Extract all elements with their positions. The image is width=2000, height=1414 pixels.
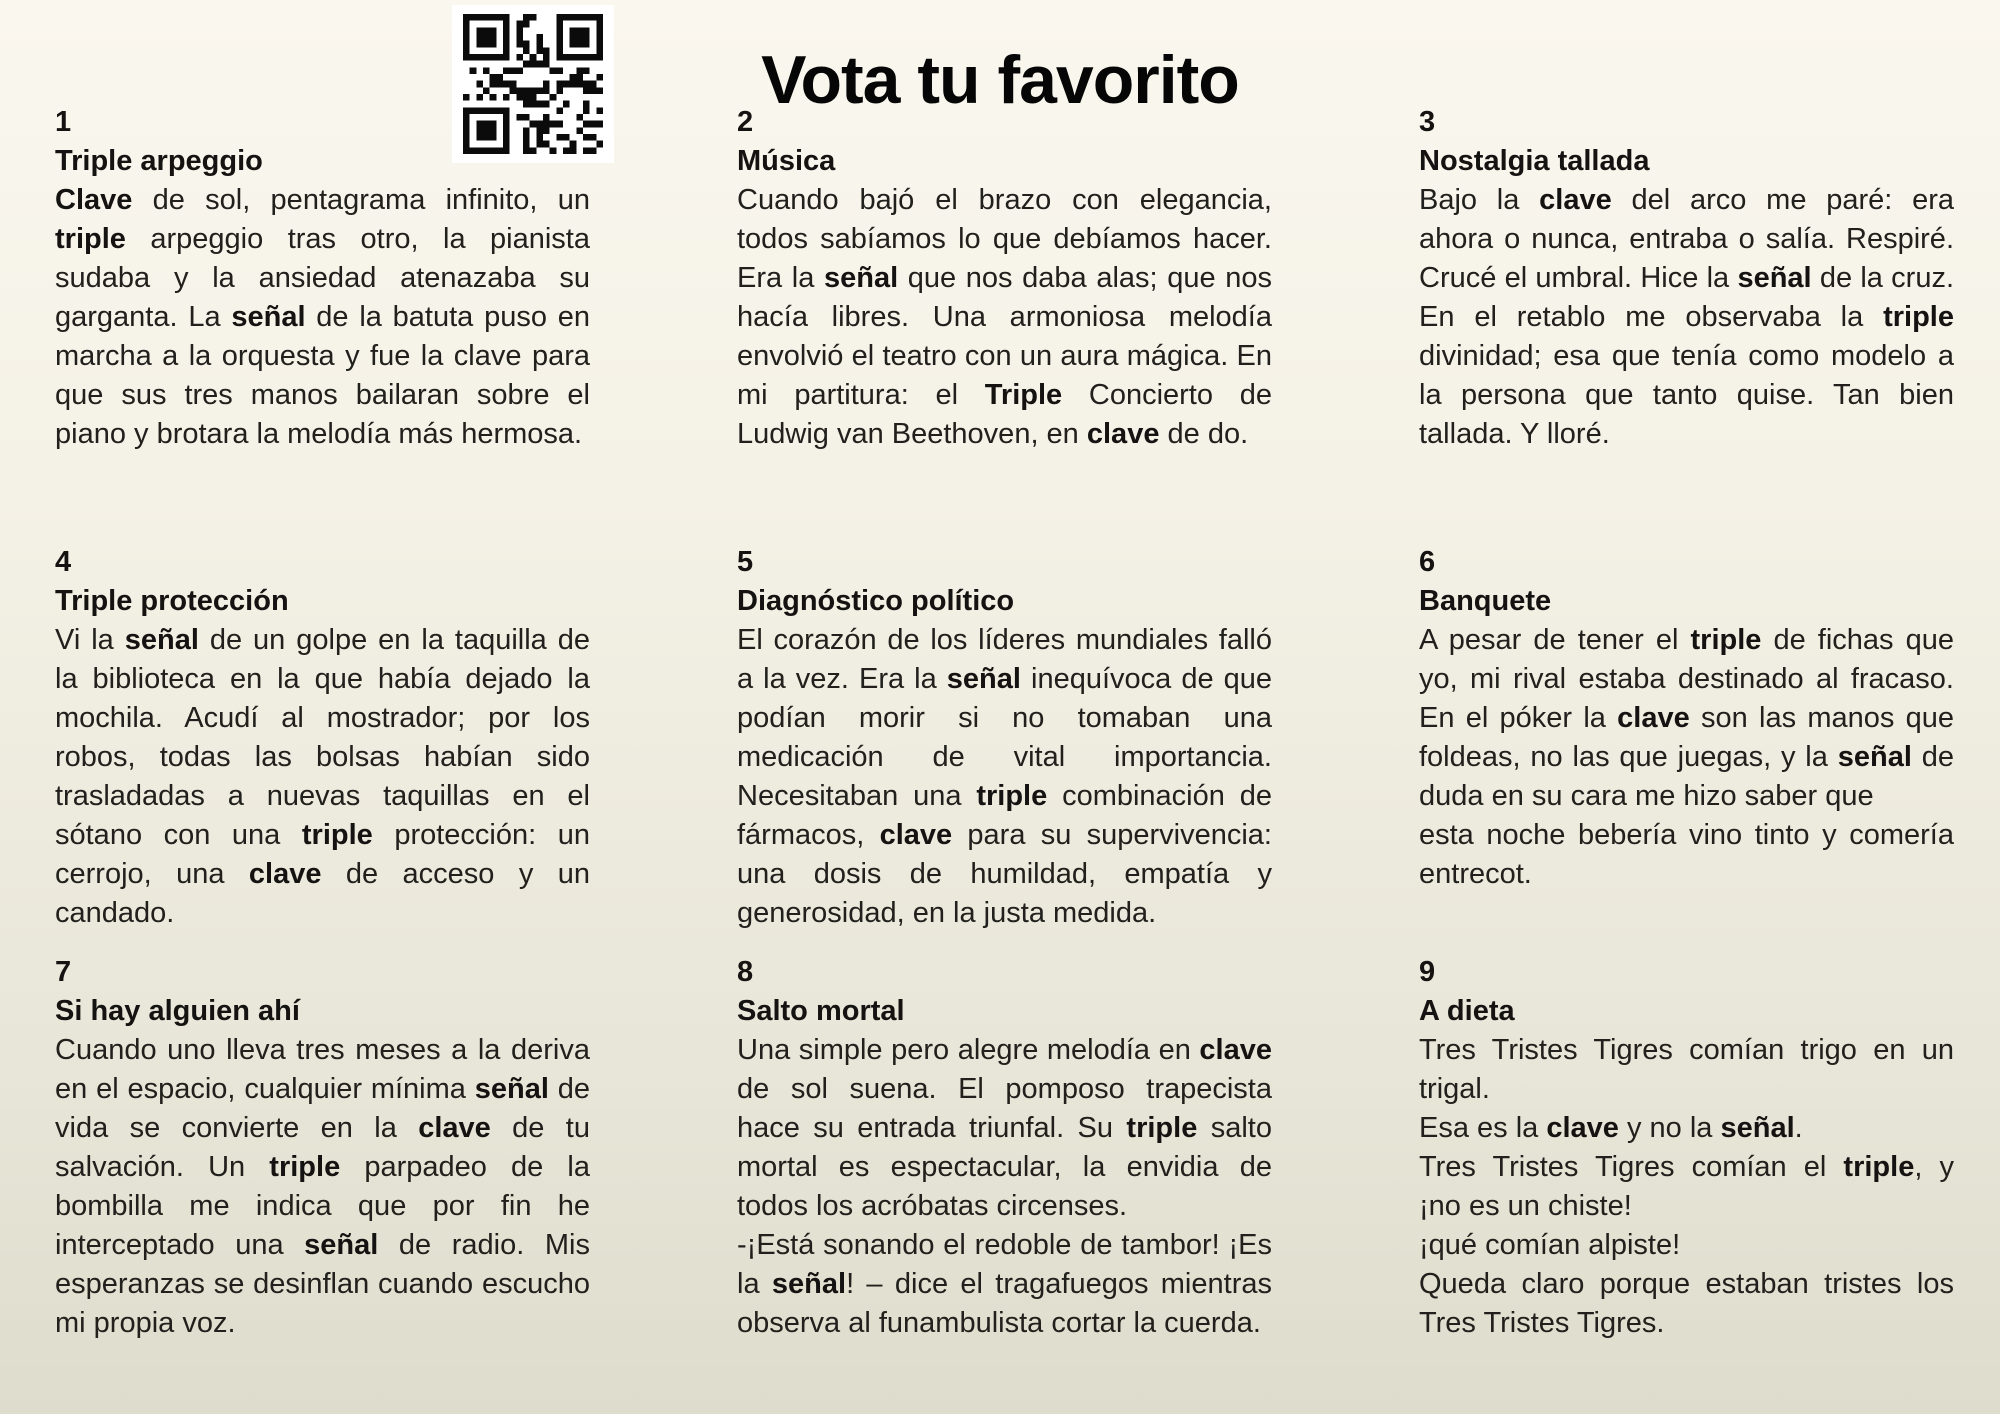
story-paragraph: El corazón de los líderes mundiales falló a la vez. Era la señal inequívoca de que podían morir si no tomaban una medicación de vital importancia. Necesitaban una triple combinación de fármacos, clave para su supervivencia: una dosis de humildad, empatía y generosidad, en la justa medida. (737, 624, 1272, 929)
story-title: Si hay alguien ahí (55, 995, 300, 1027)
story-block (737, 543, 1272, 933)
story-block (55, 103, 590, 454)
story-body (55, 621, 590, 933)
story-body (1419, 1031, 1954, 1343)
story-body (55, 181, 590, 454)
story-title: A dieta (1419, 995, 1515, 1027)
story-title: Música (737, 145, 836, 177)
story-title: Triple arpeggio (55, 145, 263, 177)
story-block (737, 103, 1272, 454)
story-paragraph: Vi la señal de un golpe en la taquilla de la biblioteca en la que había dejado la mochila. Acudí al mostrador; por los robos, todas las bolsas habían sido trasladadas a nuevas taquillas en el sótano con una triple protección: un cerrojo, una clave de acceso y un candado. (55, 624, 590, 929)
story-block (55, 543, 590, 933)
story-title: Triple protección (55, 585, 289, 617)
story-paragraph: Una simple pero alegre melodía en clave de sol suena. El pomposo trapecista hace su entrada triunfal. Su triple salto mortal es espectacular, la envidia de todos los acróbatas circenses. (737, 1034, 1272, 1222)
story-title: Diagnóstico político (737, 585, 1015, 617)
story-title: Nostalgia tallada (1419, 145, 1650, 177)
story-body (1419, 621, 1954, 894)
story-paragraph: Clave de sol, pentagrama infinito, un triple arpeggio tras otro, la pianista sudaba y la ansiedad atenazaba su garganta. La señal de la batuta puso en marcha a la orquesta y fue la clave para que sus tres manos bailaran sobre el piano y brotara la melodía más hermosa. (55, 184, 590, 450)
story-paragraph: Cuando uno lleva tres meses a la deriva en el espacio, cualquier mínima señal de vida se convierte en la clave de tu salvación. Un triple parpadeo de la bombilla me indica que por fin he interceptado una señal de radio. Mis esperanzas se desinflan cuando escucho mi propia voz. (55, 1034, 590, 1339)
story-paragraph: Tres Tristes Tigres comían trigo en un trigal. (1419, 1034, 1954, 1105)
story-title: Salto mortal (737, 995, 905, 1027)
story-body (737, 181, 1272, 454)
story-paragraph: -¡Está sonando el redoble de tambor! ¡Es la señal! – dice el tragafuegos mientras observa al funambulista cortar la cuerda. (737, 1229, 1272, 1339)
story-block (1419, 543, 1954, 894)
story-paragraph: ¡no es un chiste! (1419, 1190, 1632, 1222)
story-paragraph: ¡qué comían alpiste! (1419, 1229, 1681, 1261)
story-body (55, 1031, 590, 1343)
story-number: 7 (55, 956, 72, 988)
stories-grid (55, 103, 1954, 1343)
story-body (737, 621, 1272, 933)
story-number: 8 (737, 956, 754, 988)
story-number: 9 (1419, 956, 1436, 988)
story-block (1419, 953, 1954, 1343)
story-paragraph: Queda claro porque estaban tristes los Tres Tristes Tigres. (1419, 1268, 1954, 1339)
story-number: 2 (737, 106, 754, 138)
story-title: Banquete (1419, 585, 1552, 617)
story-paragraph: esta noche bebería vino tinto y comería entrecot. (1419, 819, 1954, 890)
story-paragraph: Tres Tristes Tigres comían el triple, y (1419, 1151, 1954, 1183)
story-block (1419, 103, 1954, 454)
story-block (55, 953, 590, 1343)
story-paragraph: Esa es la clave y no la señal. (1419, 1112, 1803, 1144)
page-title: Vota tu favorito (761, 41, 1239, 118)
story-body (1419, 181, 1954, 454)
story-body (737, 1031, 1272, 1343)
story-paragraph: Bajo la clave del arco me paré: era ahora o nunca, entraba o salía. Respiré. Crucé el umbral. Hice la señal de la cruz. En el retablo me observaba la triple divinidad; esa que tenía como modelo a la persona que tanto quise. Tan bien tallada. Y lloré. (1419, 184, 1955, 450)
story-paragraph: Cuando bajó el brazo con elegancia, todos sabíamos lo que debíamos hacer. Era la señal que nos daba alas; que nos hacía libres. Una armoniosa melodía envolvió el teatro con un aura mágica. En mi partitura: el Triple Concierto de Ludwig van Beethoven, en clave de do. (737, 184, 1272, 450)
story-number: 3 (1419, 106, 1436, 138)
story-number: 6 (1419, 546, 1436, 578)
story-paragraph: A pesar de tener el triple de fichas que yo, mi rival estaba destinado al fracaso. En el póker la clave son las manos que foldeas, no las que juegas, y la señal de duda en su cara me hizo saber que (1419, 624, 1955, 812)
story-number: 1 (55, 106, 72, 138)
story-number: 5 (737, 546, 754, 578)
story-block (737, 953, 1272, 1343)
story-number: 4 (55, 546, 72, 578)
